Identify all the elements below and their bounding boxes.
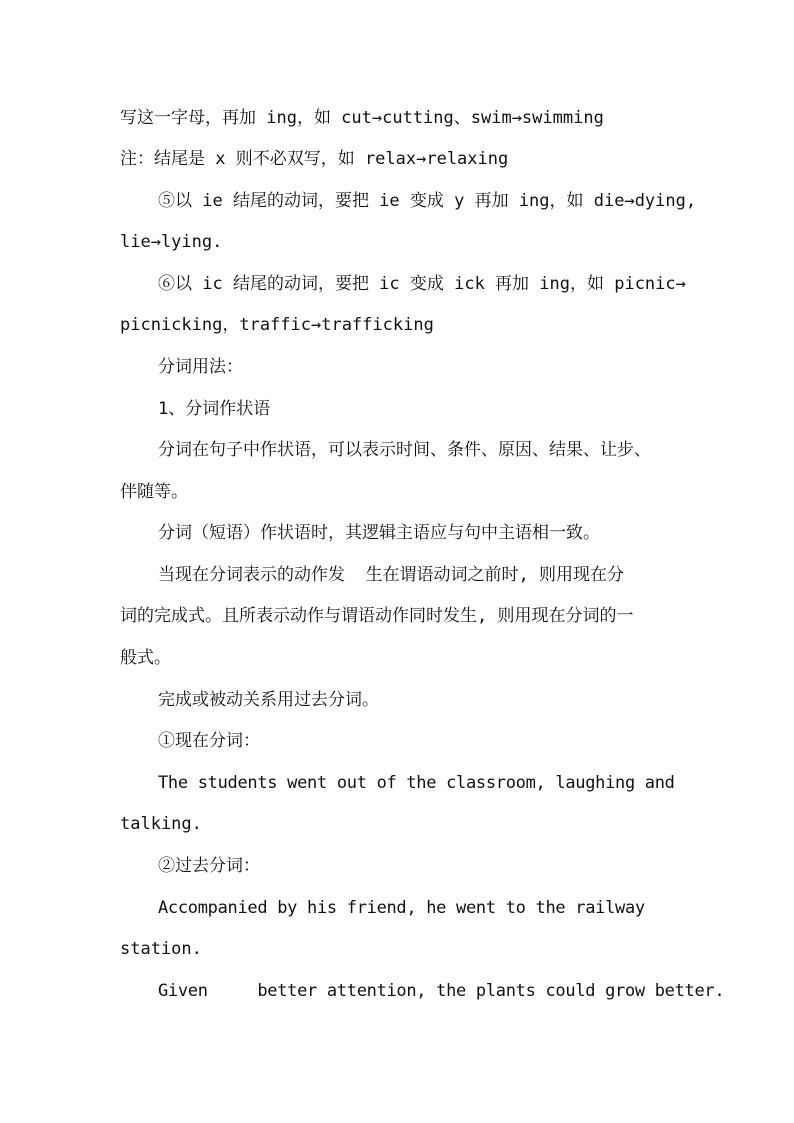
text-line-6: picnicking，traffic→trafficking [120, 315, 434, 335]
text-line-1: 写这一字母，再加 ing，如 cut→cutting、swim→swimming [120, 108, 604, 128]
text-line-9: 分词在句子中作状语，可以表示时间、条件、原因、结果、让步、 [158, 440, 651, 460]
example-heading-present: ①现在分词： [158, 731, 260, 751]
text-line-14: 般式。 [120, 648, 171, 668]
text-line-11: 分词（短语）作状语时，其逻辑主语应与句中主语相一致。 [158, 523, 600, 543]
example-sentence-3: Given better attention, the plants could grow better. [158, 981, 725, 1001]
text-line-13: 词的完成式。且所表示动作与谓语动作同时发生, 则用现在分词的一 [120, 606, 634, 626]
text-line-4: lie→lying. [120, 232, 223, 252]
text-line-5: ⑥以 ic 结尾的动词，要把 ic 变成 ick 再加 ing，如 picnic→ [158, 274, 686, 294]
example-sentence-1-cont: talking. [120, 814, 202, 834]
text-line-10: 伴随等。 [120, 482, 188, 502]
subsection-heading: 1、分词作状语 [158, 399, 271, 419]
text-line-15: 完成或被动关系用过去分词。 [158, 690, 379, 710]
example-sentence-1: The students went out of the classroom, laughing and [158, 773, 675, 793]
example-heading-past: ②过去分词： [158, 856, 260, 876]
text-line-12: 当现在分词表示的动作发 生在谓语动词之前时, 则用现在分 [158, 565, 624, 585]
example-sentence-2-cont: station. [120, 939, 202, 959]
example-sentence-2: Accompanied by his friend, he went to the railway [158, 898, 645, 918]
section-heading: 分词用法： [158, 357, 243, 377]
text-line-2: 注：结尾是 x 则不必双写，如 relax→relaxing [120, 149, 509, 169]
text-line-3: ⑤以 ie 结尾的动词，要把 ie 变成 y 再加 ing，如 die→dying, [158, 191, 697, 211]
